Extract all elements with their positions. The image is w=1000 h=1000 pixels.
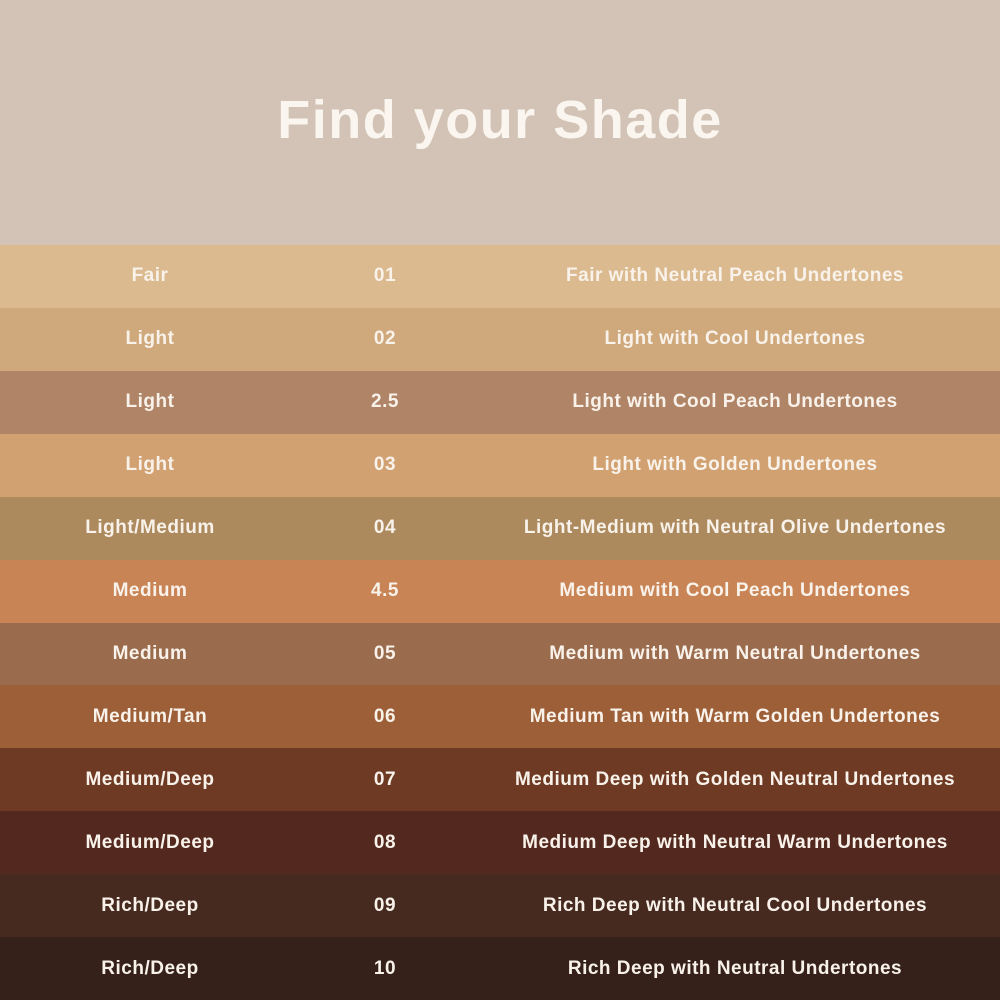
shade-number: 07 xyxy=(373,768,397,790)
shade-row-06 xyxy=(0,685,1000,748)
shade-row-08 xyxy=(0,811,1000,874)
shade-category: Rich/Deep xyxy=(101,957,199,979)
shade-row-02 xyxy=(0,308,1000,371)
shade-row-09 xyxy=(0,874,1000,937)
shade-description: Light-Medium with Neutral Olive Undertones xyxy=(523,517,947,539)
shade-row-07 xyxy=(0,748,1000,811)
shade-description: Medium Deep with Golden Neutral Undertones xyxy=(514,768,956,790)
shade-number: 01 xyxy=(373,265,397,287)
shade-description: Medium Deep with Neutral Warm Undertones xyxy=(522,831,948,853)
shade-number: 05 xyxy=(373,642,397,664)
shade-row-03 xyxy=(0,434,1000,497)
shade-number: 04 xyxy=(373,517,397,539)
shade-description: Light with Cool Peach Undertones xyxy=(572,391,898,413)
chart-header xyxy=(0,0,1000,245)
shade-category: Medium/Deep xyxy=(85,768,215,790)
shade-number: 4.5 xyxy=(371,580,399,602)
shade-category: Light xyxy=(125,391,175,413)
shade-number: 02 xyxy=(373,328,397,350)
shade-category: Light xyxy=(125,454,175,476)
page-title: Find your Shade xyxy=(277,89,723,150)
shade-row-04 xyxy=(0,497,1000,560)
shade-number: 08 xyxy=(373,831,397,853)
shade-row-05 xyxy=(0,623,1000,686)
shade-description: Fair with Neutral Peach Undertones xyxy=(566,265,904,287)
shade-number: 06 xyxy=(373,705,397,727)
shade-description: Light with Golden Undertones xyxy=(592,454,878,476)
shade-category: Medium xyxy=(112,642,188,664)
shade-row-4-5 xyxy=(0,560,1000,623)
shade-category: Rich/Deep xyxy=(101,894,199,916)
shade-category: Medium/Tan xyxy=(92,705,208,727)
shade-category: Light xyxy=(125,328,175,350)
shade-number: 2.5 xyxy=(371,391,399,413)
shade-row-10 xyxy=(0,937,1000,1000)
shade-description: Medium with Warm Neutral Undertones xyxy=(549,642,921,664)
shade-number: 10 xyxy=(373,957,397,979)
shade-category: Light/Medium xyxy=(85,517,215,539)
shade-category: Medium xyxy=(112,580,188,602)
shade-description: Medium with Cool Peach Undertones xyxy=(559,580,911,602)
shade-category: Medium/Deep xyxy=(85,831,215,853)
shade-row-2-5 xyxy=(0,371,1000,434)
shade-description: Rich Deep with Neutral Undertones xyxy=(567,957,903,979)
shade-category: Fair xyxy=(131,265,169,287)
shade-rows xyxy=(0,245,1000,1000)
shade-number: 09 xyxy=(373,894,397,916)
shade-row-01 xyxy=(0,245,1000,308)
shade-number: 03 xyxy=(373,454,397,476)
shade-description: Light with Cool Undertones xyxy=(604,328,866,350)
shade-description: Medium Tan with Warm Golden Undertones xyxy=(529,705,941,727)
shade-description: Rich Deep with Neutral Cool Undertones xyxy=(542,894,928,916)
